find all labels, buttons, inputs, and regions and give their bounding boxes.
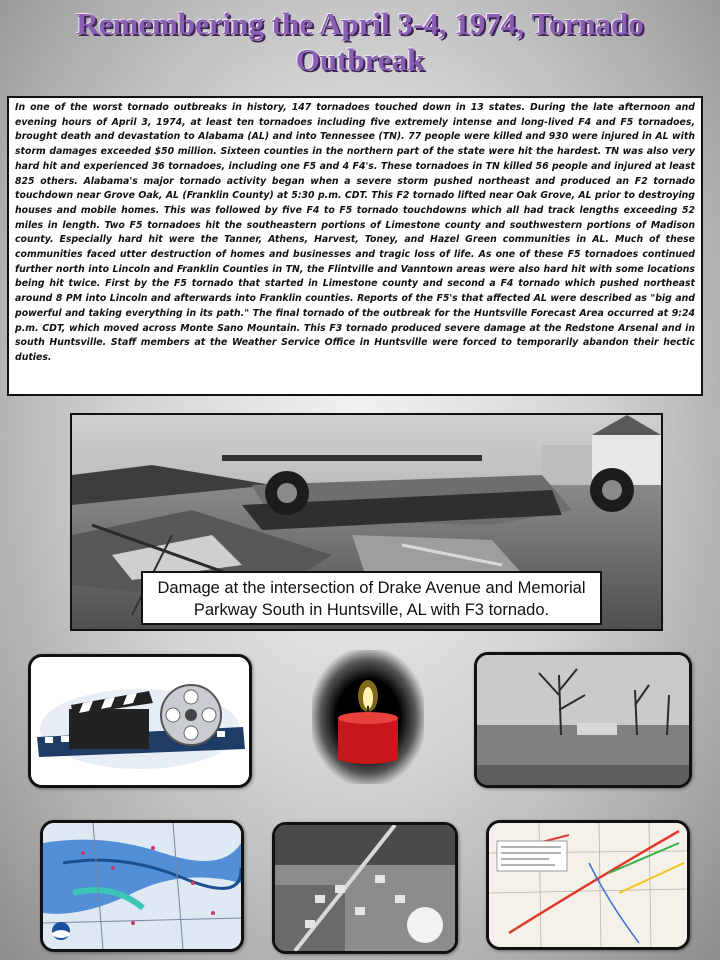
photo-caption (141, 571, 602, 625)
tornado-track-map-tile[interactable] (486, 820, 690, 950)
noaa-logo-icon (52, 922, 70, 940)
aerial-photo-tile[interactable] (272, 822, 458, 954)
aftermath-photo (477, 655, 689, 785)
caption-line-2: Parkway South in Huntsville, AL with F3 tornado. (193, 601, 550, 619)
aftermath-photo-tile[interactable] (474, 652, 692, 788)
caption-line-1: Damage at the intersection of Drake Avenue and Memorial (157, 579, 586, 597)
aerial-photo (275, 825, 455, 951)
memorial-candle-tile[interactable] (312, 650, 424, 784)
weather-map-tile[interactable] (40, 820, 244, 952)
history-text-box (7, 96, 703, 396)
film-clapper-reel-icon (31, 657, 249, 785)
title-line-2: Outbreak (295, 42, 425, 77)
title-line-1: Remembering the April 3-4, 1974, Tornado (76, 6, 644, 41)
memorial-candle-icon (312, 650, 424, 784)
tornado-track-map (489, 823, 687, 947)
weather-map (43, 823, 241, 949)
history-paragraph: In one of the worst tornado outbreaks in history, 147 tornadoes touched down in 13 states. During the late afternoon and evening hours of April 3, 1974, at least ten tornadoes including five extremely intense and long-lived F4 and F5 tornadoes, brought death and devastation to Alabama (AL) and into Tennessee (TN). 77 people were killed and 930 were injured in AL with storm damages exceeded $50 million. Sixteen counties in the northern part of the state were hit the hardest. TN was also very hard hit and experienced 36 tornadoes, including one F5 and 4 F4's. These tornadoes in TN killed 56 people and injured at least 825 others. Alabama's major tornado activity began when a severe storm pushed northeast and produced an F2 tornado touchdown near Grove Oak, AL (Franklin County) at 5:30 p.m. CDT. This F2 tornado lifted near Oak Grove, AL prior to destroying houses and mobile homes. This was followed by five F4 to F5 tornado touchdowns which all had track lengths exceeding 52 miles in length. Two F5 tornadoes hit the southeastern portions of Limestone county and southwestern portions of Madison county. Especially hard hit were the Tanner, Athens, Harvest, Toney, and Hazel Green communities in AL. Much of these communities faced utter destruction of homes and businesses and tragic loss of life. As one of these F5 tornadoes continued further north into Lincoln and Franklin Counties in TN, the Flintville and Vanntown areas were also hard hit with some locations being hit twice. First by the F5 tornado that started in Limestone county and second a F4 tornado which pushed northeast around 8 PM into Lincoln and afterwards into Franklin counties. Reports of the F5's that affected AL were described as "big and powerful and taking everything in its path." The final tornado of the outbreak for the Huntsville Forecast Area occurred at 9:24 p.m. CDT, which moved across Monte Sano Mountain. This F3 tornado produced severe damage at the Redstone Arsenal and in south Huntsville. Staff members at the Weather Service Office in Huntsville were forced to temporarily abandon their hectic duties. (15, 102, 695, 363)
video-link-tile[interactable] (28, 654, 252, 788)
page-title (0, 6, 720, 78)
